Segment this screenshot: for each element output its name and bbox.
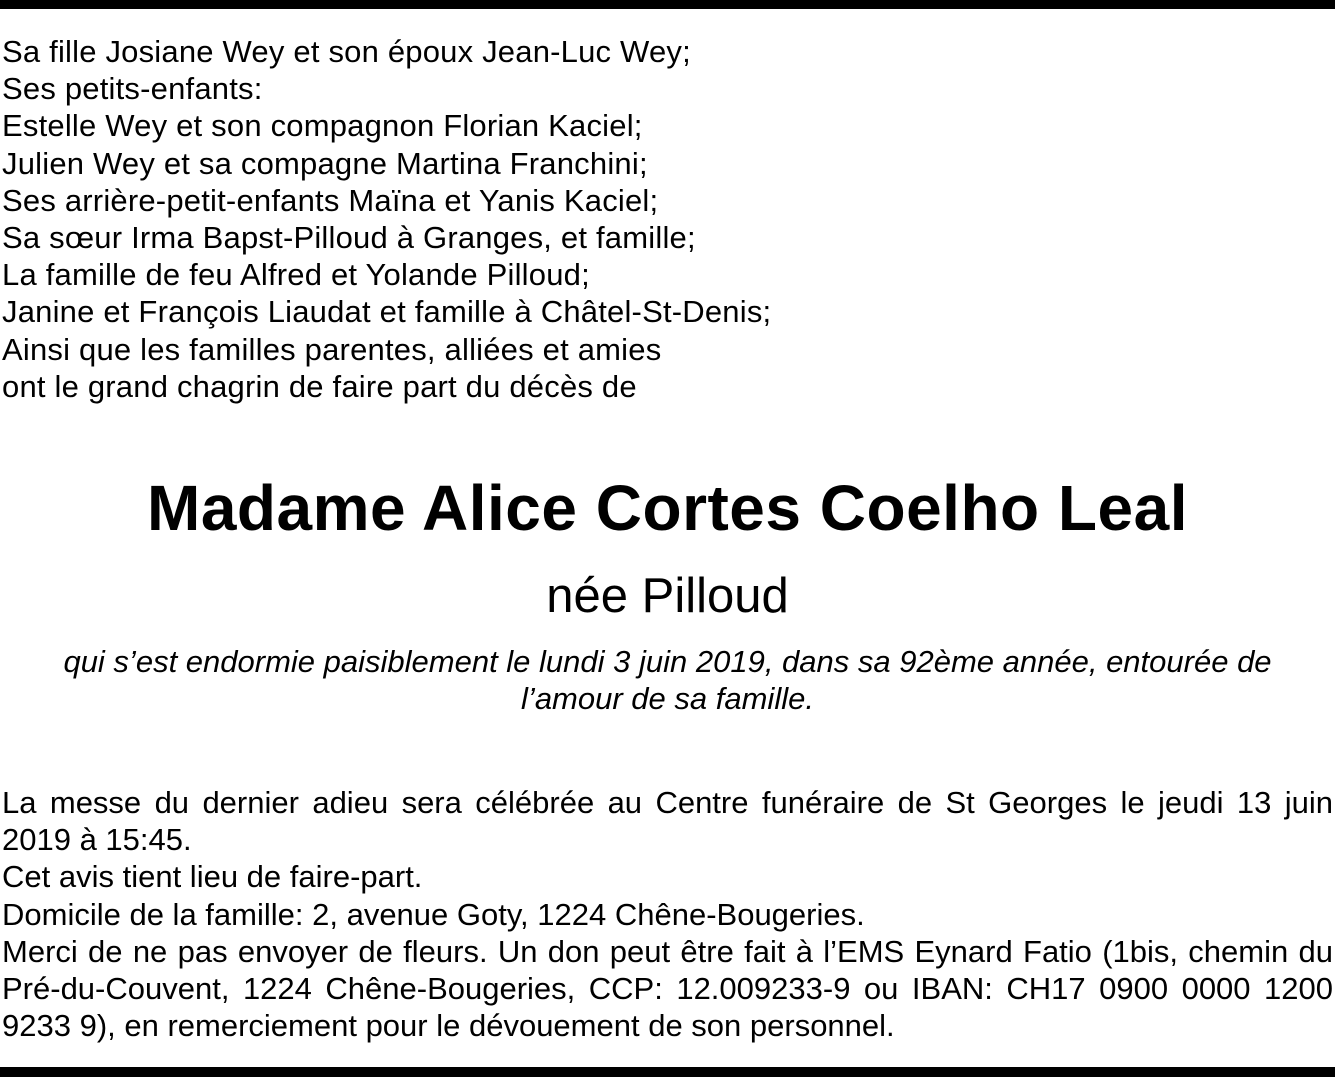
family-line: Ses arrière-petit-enfants Maïna et Yanis Kaciel; <box>2 182 659 218</box>
ceremony-info: La messe du dernier adieu sera célébrée au Centre funéraire de St Georges le jeudi 13 juin 2019 à 15:45. <box>2 785 1333 858</box>
passing-statement: qui s’est endormie paisiblement le lundi 3 juin 2019, dans sa 92ème année, entourée de l’amour de sa famille. <box>63 644 1272 716</box>
deceased-name: Madame Alice Cortes Coelho Leal <box>147 472 1188 544</box>
family-line: ont le grand chagrin de faire part du décès de <box>2 368 637 404</box>
family-line: Sa fille Josiane Wey et son époux Jean-Luc Wey; <box>2 34 691 69</box>
funeral-details <box>2 784 1333 1044</box>
family-line: Janine et François Liaudat et famille à Châtel-St-Denis; <box>2 294 772 330</box>
family-line: Estelle Wey et son compagnon Florian Kaciel; <box>2 108 643 144</box>
top-border-rule <box>0 0 1335 9</box>
bottom-border-rule <box>0 1067 1335 1077</box>
family-line: La famille de feu Alfred et Yolande Pilloud; <box>2 257 590 293</box>
family-line: Ses petits-enfants: <box>2 71 263 107</box>
donation-info: Merci de ne pas envoyer de fleurs. Un don peut être fait à l’EMS Eynard Fatio (1bis, chemin du Pré-du-Couvent, 1224 Chêne-Bougeries, CCP: 12.009233-9 ou IBAN: CH17 0900 0000 1200 9233 9), en remerciement pour le dévouement de son personnel. <box>2 933 1333 1044</box>
family-line: Sa sœur Irma Bapst-Pilloud à Granges, et famille; <box>2 220 696 256</box>
family-line: Ainsi que les familles parentes, alliées et amies <box>2 331 662 367</box>
family-list <box>2 33 771 405</box>
domicile-info: Domicile de la famille: 2, avenue Goty, 1224 Chêne-Bougeries. <box>2 896 865 932</box>
family-line: Julien Wey et sa compagne Martina Franchini; <box>2 145 648 181</box>
notice-info: Cet avis tient lieu de faire-part. <box>2 859 423 895</box>
maiden-name: née Pilloud <box>546 569 789 623</box>
